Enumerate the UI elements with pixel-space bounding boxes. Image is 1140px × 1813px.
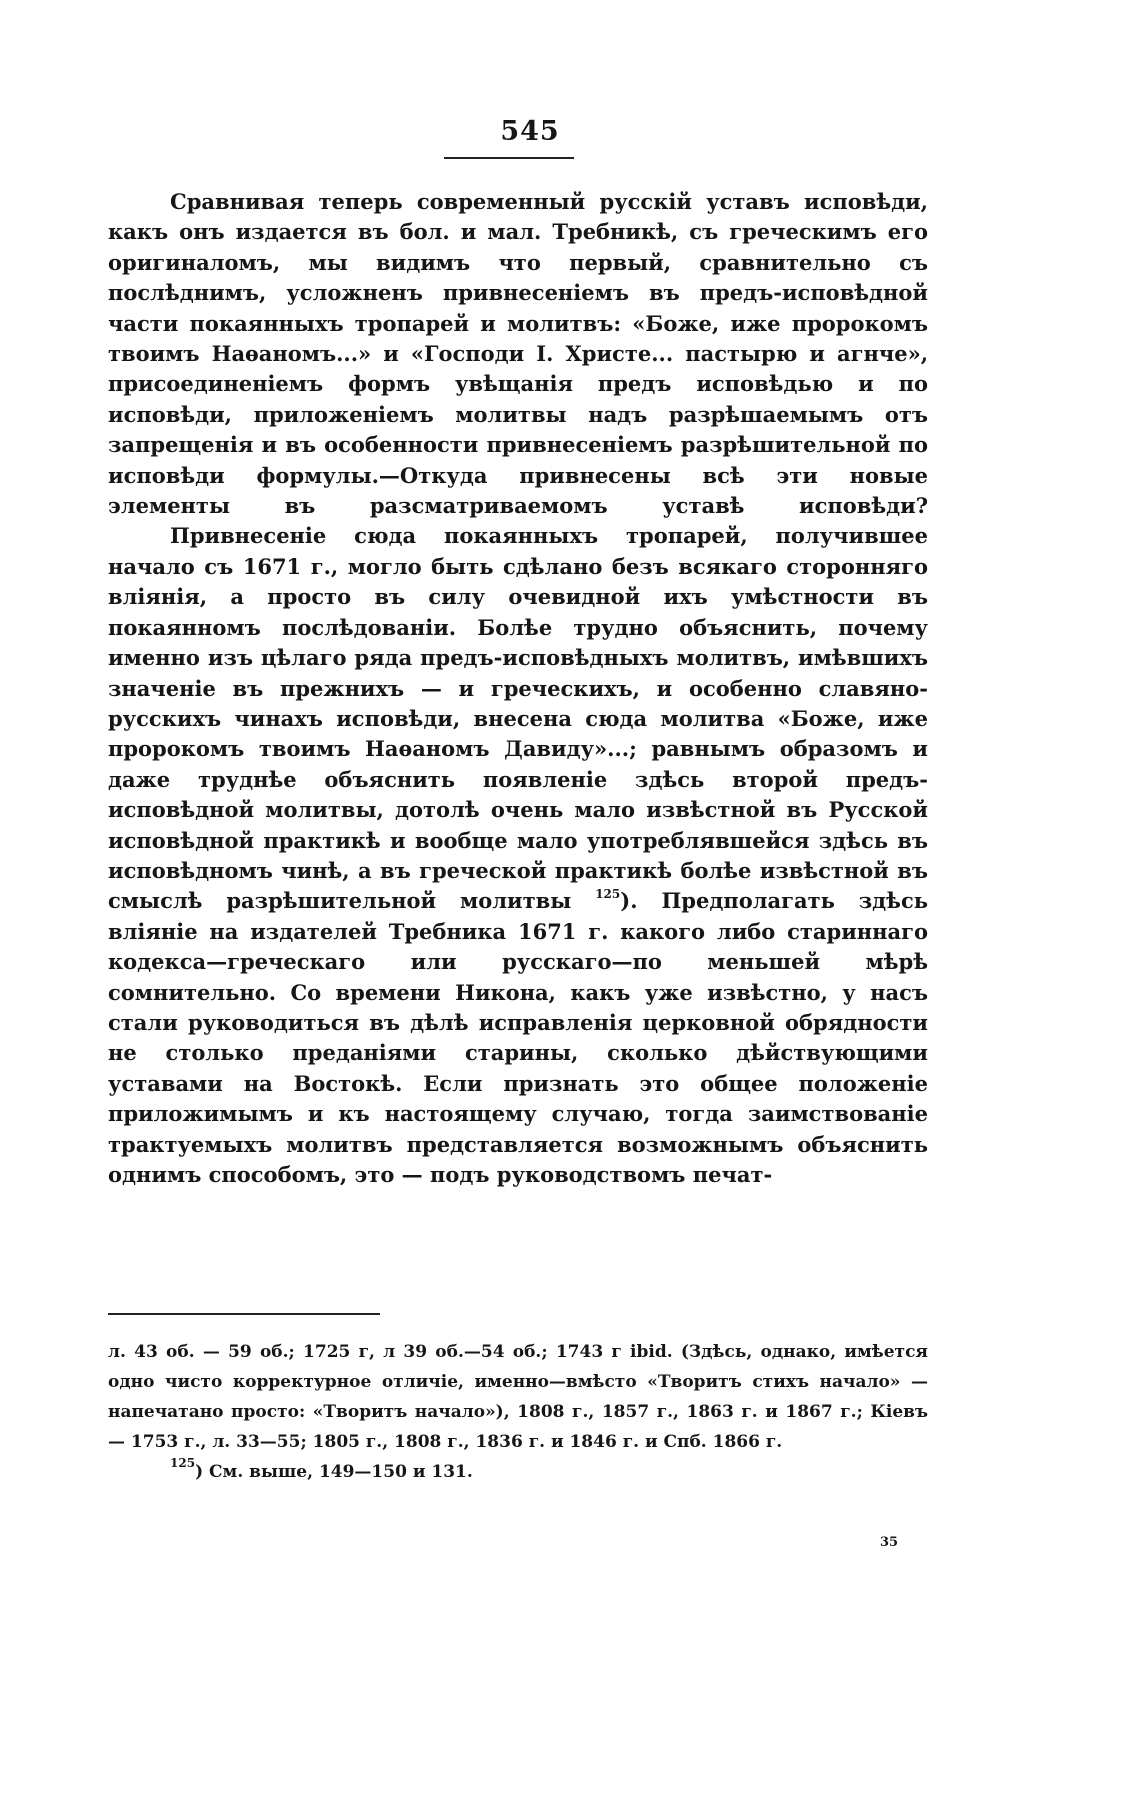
footnote-reference: 125 bbox=[595, 887, 621, 902]
page-number: 545 bbox=[500, 116, 560, 147]
paragraph bbox=[108, 521, 928, 1190]
paragraph-text: Привнесеніе сюда покаянныхъ тропарей, получившее начало съ 1671 г., могло быть сдѣлано безъ всякаго сторонняго вліянія, а просто въ силу очевидной ихъ умѣстности въ покаянномъ послѣдованіи. Болѣе трудно объяснить, почему именно изъ цѣлаго ряда предъ-исповѣдныхъ молитвъ, имѣвшихъ значеніе въ прежнихъ — и греческихъ, и особенно славяно-русскихъ чинахъ исповѣди, внесена сюда молитва «Боже, иже пророкомъ твоимъ Наѳаномъ Давиду»...; равнымъ образомъ и даже труднѣе объяснить появленіе здѣсь второй предъ-исповѣдной молитвы, дотолѣ очень мало извѣстной въ Русской исповѣдной практикѣ и вообще мало употреблявшейся здѣсь въ исповѣдномъ чинѣ, а въ греческой практикѣ болѣе извѣстной въ смыслѣ разрѣшительной молитвы bbox=[108, 523, 928, 914]
paragraph: Сравнивая теперь современный русскій уставъ исповѣди, какъ онъ издается въ бол. и мал. Требникѣ, съ греческимъ его оригиналомъ, мы видимъ что первый, сравнительно съ послѣднимъ, усложненъ привнесеніемъ въ предъ-исповѣдной части покаянныхъ тропарей и молитвъ: «Боже, иже пророкомъ твоимъ Наѳаномъ...» и «Господи I. Христе... пастырю и агнче», присоединеніемъ формъ увѣщанія предъ исповѣдью и по исповѣди, приложеніемъ молитвы надъ разрѣшаемымъ отъ запрещенія и въ особенности привнесеніемъ разрѣшительной по исповѣди формулы.—Откуда привнесены всѣ эти новые элементы въ разсматриваемомъ уставѣ исповѣди? bbox=[108, 189, 928, 519]
footnote-rule bbox=[108, 1313, 380, 1315]
main-text bbox=[108, 187, 928, 1190]
footnotes bbox=[108, 1337, 928, 1487]
footnote-marker: 125 bbox=[170, 1456, 196, 1470]
header-rule bbox=[444, 157, 574, 159]
paragraph-text: ). Предполагать здѣсь вліяніе на издателей Требника 1671 г. какого либо стариннаго кодекса—греческаго или русскаго—по меньшей мѣрѣ сомнительно. Со времени Никона, какъ уже извѣстно, у насъ стали руководиться въ дѣлѣ исправленія церковной обрядности не столько преданіями старины, сколько дѣйствующими уставами на Востокѣ. Если признать это общее положеніе приложимымъ и къ настоящему случаю, тогда заимствованіе трактуемыхъ молитвъ представляется возможнымъ объяснить однимъ способомъ, это — подъ руководствомъ печат- bbox=[108, 888, 928, 1187]
footnote-text: См. выше, 149—150 и 131. bbox=[209, 1462, 473, 1482]
footnote: $^{125}$) См. выше, 149—150 и 131. bbox=[170, 1456, 473, 1482]
signature-mark: 35 bbox=[880, 1535, 899, 1550]
footnote: л. 43 об. — 59 об.; 1725 г, л 39 об.—54 об.; 1743 г ibid. (Здѣсь, однако, имѣется одно чисто корректурное отличіе, именно—вмѣсто «Творитъ стихъ начало» — напечатано просто: «Творитъ начало»), 1808 г., 1857 г., 1863 г. и 1867 г.; Кіевъ — 1753 г., л. 33—55; 1805 г., 1808 г., 1836 г. и 1846 г. и Спб. 1866 г. bbox=[108, 1342, 928, 1452]
